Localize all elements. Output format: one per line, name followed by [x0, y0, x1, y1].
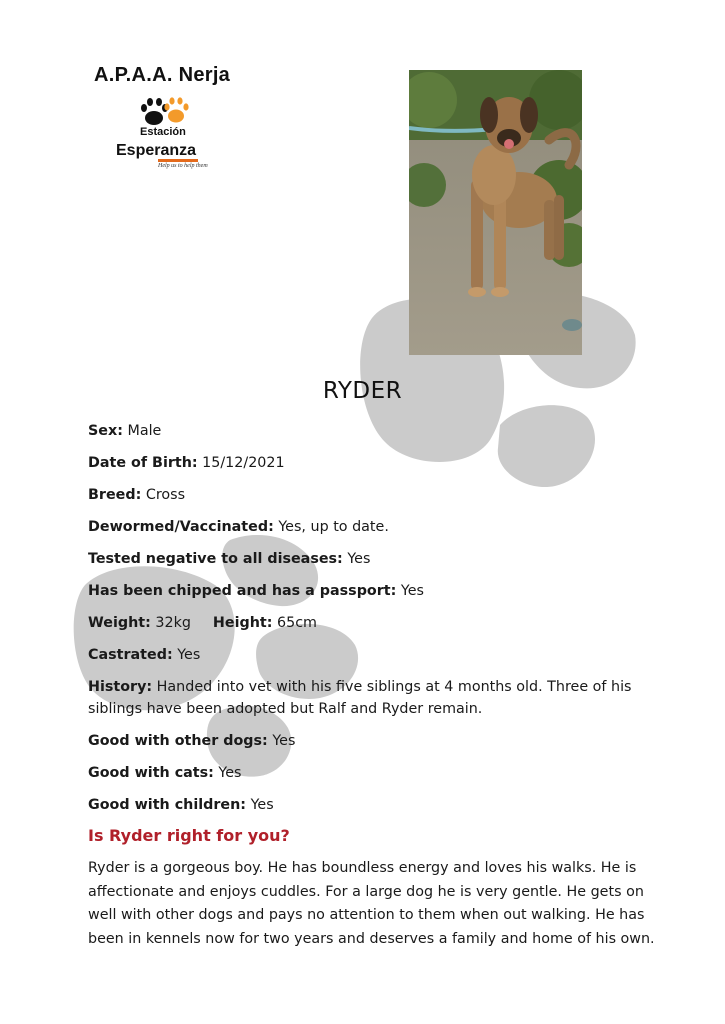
- logo-org-name: A.P.A.A. Nerja: [94, 64, 231, 86]
- fact-value: Handed into vet with his five siblings at 4 months old. Three of his siblings have been adopted but Ralf and Ryder remain.: [88, 679, 632, 717]
- fact-good-with-dogs: [88, 730, 668, 752]
- fact-value: Cross: [145, 487, 186, 503]
- summary-paragraph: Ryder is a gorgeous boy. He has boundless energy and loves his walks. He is affectionate and enjoys cuddles. For a large dog he is very gentle. He gets on well with other dogs and pays no attention to them when out walking. He has been in kennels now for two years and deserves a family and home of his own.: [88, 860, 655, 947]
- fact-label: Good with other dogs:: [88, 733, 268, 749]
- dog-photo: [409, 70, 582, 355]
- fact-label: Date of Birth:: [88, 455, 198, 471]
- fact-value: Yes: [272, 733, 296, 749]
- fact-label: Has been chipped and has a passport:: [88, 583, 397, 599]
- fact-label: Castrated:: [88, 647, 173, 663]
- organization-logo: [88, 62, 238, 177]
- fact-weight-height: [88, 612, 668, 634]
- fact-value: 32kg: [155, 615, 191, 631]
- fact-value: Yes: [400, 583, 424, 599]
- fact-value: Yes: [177, 647, 201, 663]
- fact-label: Tested negative to all diseases:: [88, 551, 343, 567]
- fact-label: Sex:: [88, 423, 123, 439]
- fact-label: Breed:: [88, 487, 142, 503]
- dog-photo-illustration: [409, 70, 582, 355]
- fact-breed: [88, 484, 668, 506]
- dog-name-title: RYDER: [322, 378, 403, 404]
- fact-value: Yes, up to date.: [278, 519, 389, 535]
- logo-tagline: Help us to help them: [158, 163, 208, 169]
- logo-accent-bar: [158, 159, 198, 162]
- fact-value: 15/12/2021: [202, 455, 285, 471]
- fact-label: History:: [88, 679, 153, 695]
- fact-value: Yes: [250, 797, 274, 813]
- fact-castrated: [88, 644, 668, 666]
- fact-label: Height:: [212, 615, 273, 631]
- fact-good-with-children: [88, 794, 668, 816]
- fact-chipped: [88, 580, 668, 602]
- fact-dewormed: [88, 516, 668, 538]
- logo-esperanza-text: Esperanza: [116, 142, 197, 159]
- fact-value: Male: [127, 423, 162, 439]
- fact-sex: [88, 420, 668, 442]
- fact-value: 65cm: [277, 615, 317, 631]
- fact-tested: [88, 548, 668, 570]
- fact-good-with-cats: [88, 762, 668, 784]
- dog-facts: [88, 420, 668, 826]
- fact-dob: [88, 452, 668, 474]
- paw-logo-icon: [138, 96, 190, 128]
- fact-label: Good with cats:: [88, 765, 214, 781]
- fact-value: Yes: [347, 551, 371, 567]
- fact-label: Weight:: [88, 615, 151, 631]
- fact-value: Yes: [218, 765, 242, 781]
- section-heading: Is Ryder right for you?: [88, 826, 290, 845]
- fact-label: Good with children:: [88, 797, 247, 813]
- logo-estacion-text: Estación: [140, 126, 186, 138]
- fact-label: Dewormed/Vaccinated:: [88, 519, 274, 535]
- fact-history: [88, 676, 668, 720]
